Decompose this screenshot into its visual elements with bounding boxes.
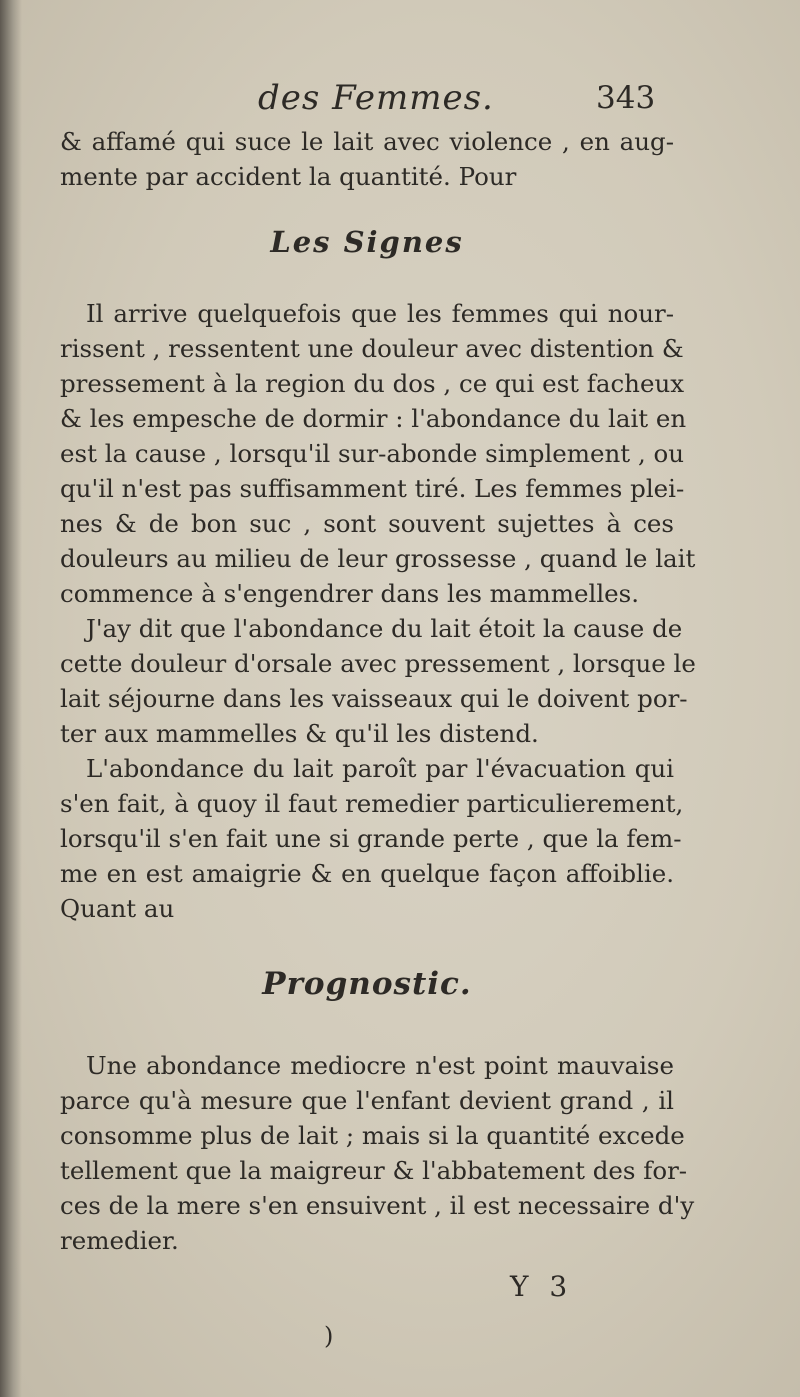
text-line: me en est amaigrie & en quelque façon affoiblie. [60,859,674,888]
text-line: consomme plus de lait ; mais si la quantité excede [60,1121,685,1150]
page-number: 343 [596,80,656,116]
paragraph-signes-3 [60,751,684,926]
text-line: qu'il n'est pas suffisamment tiré. Les femmes plei- [60,474,685,503]
text-line: commence à s'engendrer dans les mammelles. [60,579,640,608]
text-line: & les empesche de dormir : l'abondance du lait en [60,404,687,433]
stray-mark: ) [324,1322,334,1350]
signature-mark: Y 3 [510,1270,574,1303]
text-line: lorsqu'il s'en fait une si grande perte , que la fem- [60,824,682,853]
text-line: & affamé qui suce le lait avec violence , en aug- [60,127,674,156]
text-line: nes & de bon suc , sont souvent sujettes à ces [60,509,674,538]
section-heading-signes: Les Signes [270,225,464,259]
text-line: Quant au [60,894,175,923]
text-line: ces de la mere s'en ensuivent , il est necessaire d'y [60,1191,695,1220]
page-header [0,78,800,126]
text-line: J'ay dit que l'abondance du lait étoit la cause de [86,614,683,643]
running-title: des Femmes. [258,78,494,118]
section-heading-prognostic: Prognostic. [262,966,472,1002]
text-line: Il arrive quelquefois que les femmes qui nour- [86,299,674,328]
paragraph-signes-1 [60,296,696,611]
text-line: mente par accident la quantité. Pour [60,162,517,191]
text-line: douleurs au milieu de leur grossesse , quand le lait [60,544,696,573]
paragraph-prognostic [60,1048,695,1258]
text-line: ter aux mammelles & qu'il les distend. [60,719,539,748]
text-line: Une abondance mediocre n'est point mauvaise [86,1051,674,1080]
text-line: remedier. [60,1226,179,1255]
text-line: est la cause , lorsqu'il sur-abonde simplement , ou [60,439,685,468]
body-text [60,124,696,1258]
paragraph-continuation [60,124,674,194]
text-line: rissent , ressentent une douleur avec distention & [60,334,684,363]
text-line: L'abondance du lait paroît par l'évacuation qui [86,754,674,783]
text-line: pressement à la region du dos , ce qui est facheux [60,369,685,398]
text-line: cette douleur d'orsale avec pressement , lorsque le [60,649,696,678]
paragraph-signes-2 [60,611,696,751]
page-edge-shadow [0,0,22,1397]
text-line: s'en fait, à quoy il faut remedier particulierement, [60,789,684,818]
text-line: lait séjourne dans les vaisseaux qui le doivent por- [60,684,688,713]
text-line: parce qu'à mesure que l'enfant devient grand , il [60,1086,674,1115]
text-line: tellement que la maigreur & l'abbatement des for- [60,1156,688,1185]
